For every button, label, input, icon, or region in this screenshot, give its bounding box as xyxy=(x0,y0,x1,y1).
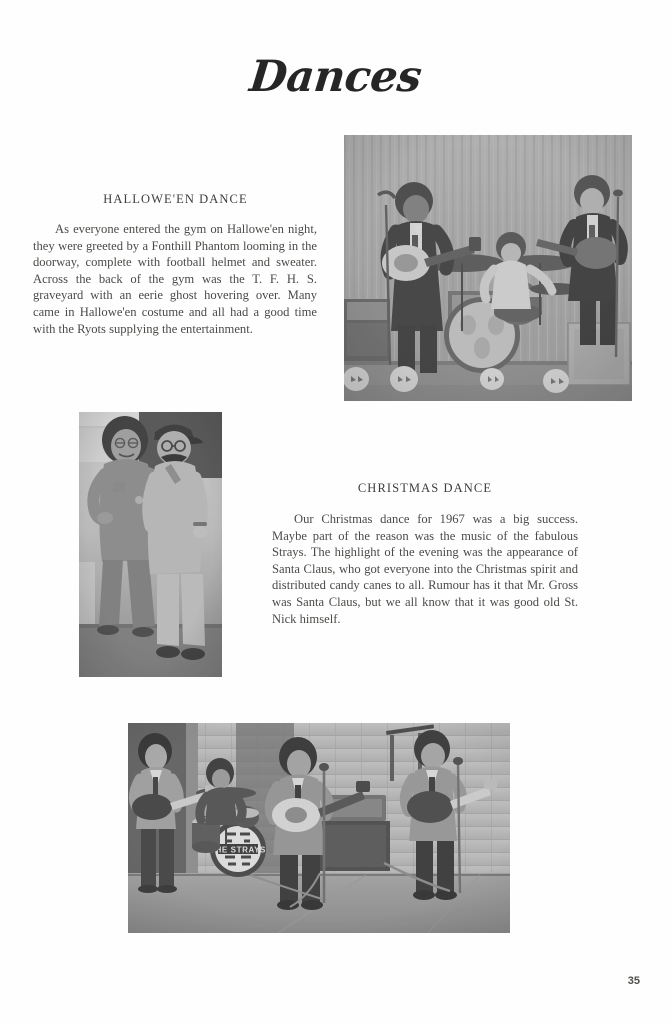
photo-strays-band xyxy=(128,723,510,933)
section-body-halloween xyxy=(33,221,317,337)
photo-halloween-band xyxy=(344,135,632,401)
section-heading-halloween: HALLOWE'EN DANCE xyxy=(103,192,248,206)
page-title: Dances xyxy=(247,52,424,102)
photo-costumed-couple xyxy=(79,412,222,677)
paragraph: Our Christmas dance for 1967 was a big success. Maybe part of the reason was the music of the fabulous Strays. The highlight of the evening was the appearance of Santa Claus, who got everyone into the Christmas spirit and distributed candy canes to all. Rumour has it that Mr. Gross was Santa Claus, but we all know that it was good old St. Nick himself. xyxy=(272,512,578,626)
page-number: 35 xyxy=(627,975,640,987)
section-body-christmas xyxy=(272,511,578,627)
paragraph: As everyone entered the gym on Hallowe'en night, they were greeted by a Fonthill Phantom looming in the doorway, complete with football helmet and sweater. Across the back of the gym was the T. F. H. S. graveyard with an eerie ghost hovering over. Many came in Hallowe'en costume and all had a good time with the Ryots supplying the entertainment. xyxy=(33,222,317,336)
section-heading-christmas: CHRISTMAS DANCE xyxy=(357,481,493,495)
